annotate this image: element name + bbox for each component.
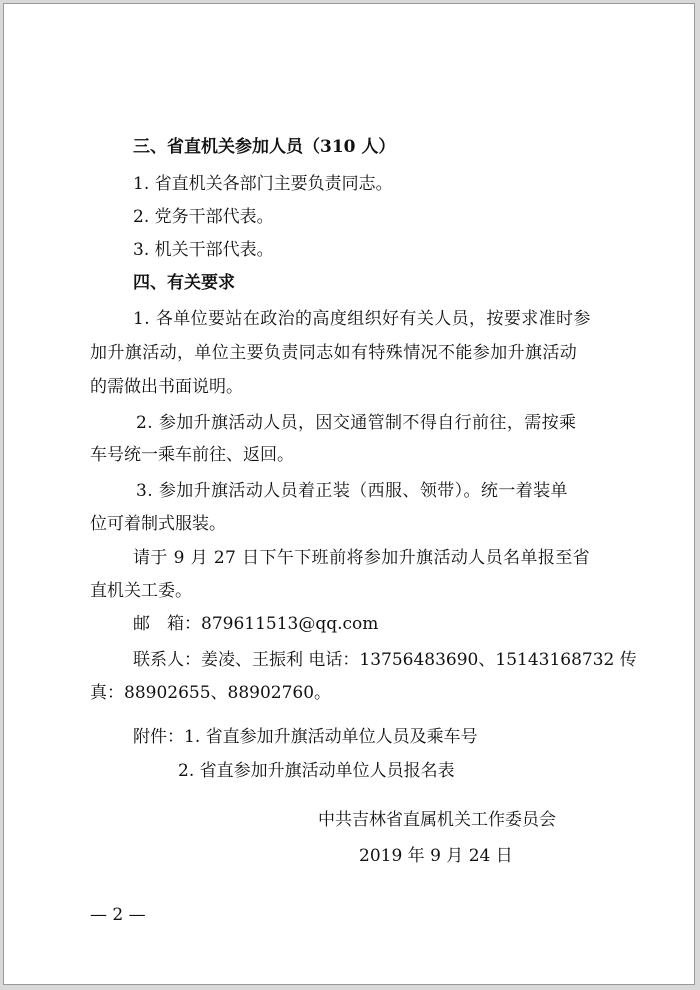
contact-line-2: 真：88902655、88902760。 xyxy=(90,683,332,703)
requirement-1-line-3: 的需做出书面说明。 xyxy=(90,377,243,397)
contact-line-1: 联系人：姜凌、王振利 电话：13756483690、15143168732 传 xyxy=(133,650,637,670)
email-line: 邮 箱：879611513@qq.com xyxy=(133,614,379,634)
section-3-item-2: 2. 党务干部代表。 xyxy=(133,207,274,227)
document-page xyxy=(3,3,695,985)
attachment-line-1: 附件：1. 省直参加升旗活动单位人员及乘车号 xyxy=(133,727,478,747)
page-number: — 2 — xyxy=(90,905,146,925)
signature-date: 2019 年 9 月 24 日 xyxy=(359,846,513,866)
attachment-line-2: 2. 省直参加升旗活动单位人员报名表 xyxy=(178,761,455,781)
requirement-3-line-1: 3. 参加升旗活动人员着正装（西服、领带）。统一着装单 xyxy=(136,481,568,501)
report-deadline-line-1: 请于 9 月 27 日下午下班前将参加升旗活动人员名单报至省 xyxy=(133,548,591,568)
section-3-item-1: 1. 省直机关各部门主要负责同志。 xyxy=(133,174,393,194)
section-3-item-3: 3. 机关干部代表。 xyxy=(133,240,274,260)
requirement-2-line-1: 2. 参加升旗活动人员，因交通管制不得自行前往，需按乘 xyxy=(136,413,577,433)
requirement-3-line-2: 位可着制式服装。 xyxy=(90,514,226,534)
signature-organization: 中共吉林省直属机关工作委员会 xyxy=(318,810,556,830)
requirement-1-line-2: 加升旗活动，单位主要负责同志如有特殊情况不能参加升旗活动 xyxy=(90,343,578,363)
requirement-2-line-2: 车号统一乘车前往、返回。 xyxy=(90,445,294,465)
section-3-heading: 三、省直机关参加人员（310 人） xyxy=(133,137,396,157)
section-4-heading: 四、有关要求 xyxy=(133,273,235,293)
requirement-1-line-1: 1. 各单位要站在政治的高度组织好有关人员，按要求准时参 xyxy=(133,309,591,329)
report-deadline-line-2: 直机关工委。 xyxy=(90,581,192,601)
